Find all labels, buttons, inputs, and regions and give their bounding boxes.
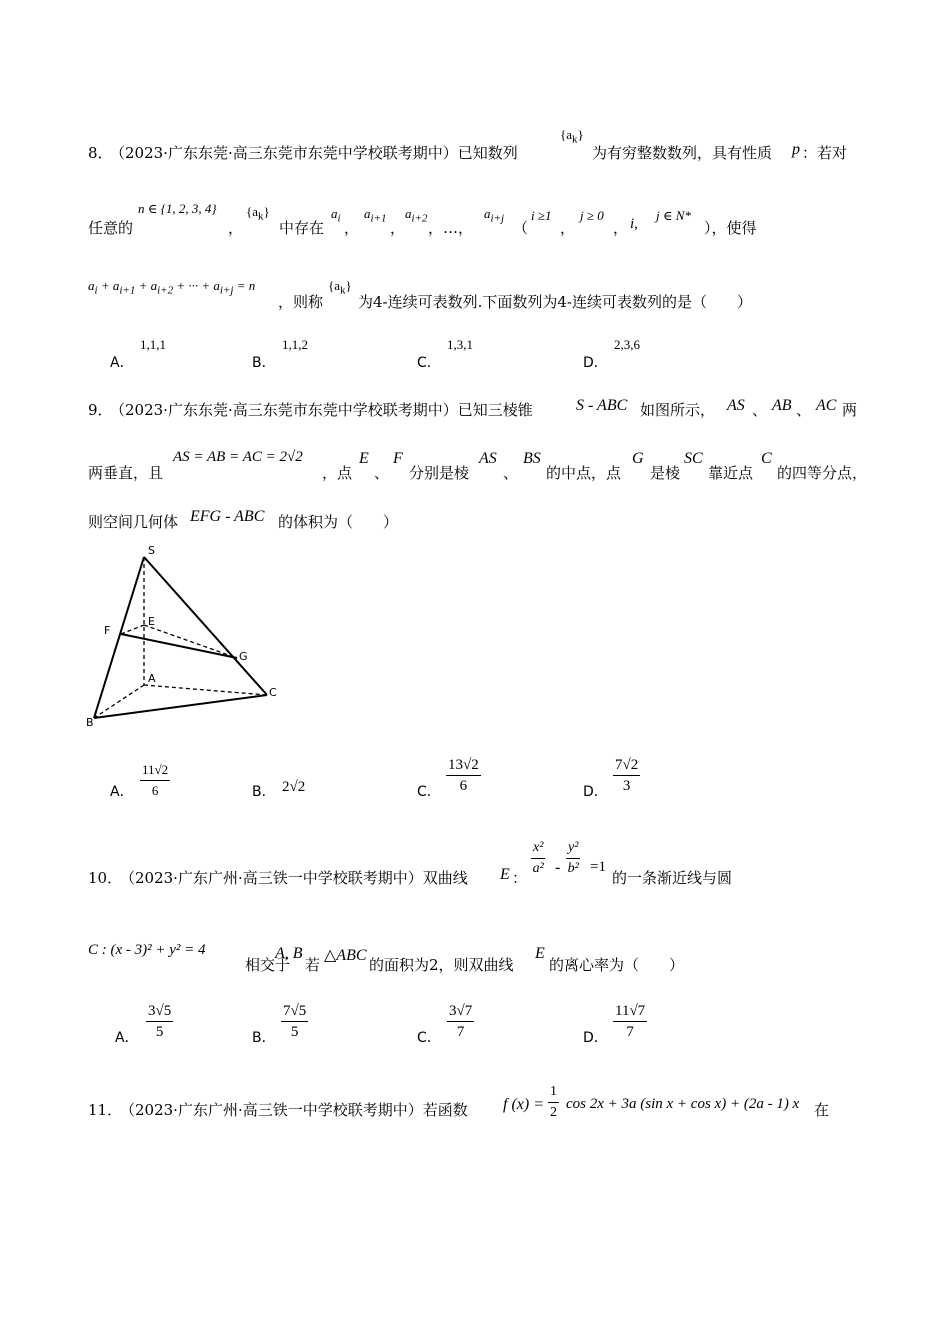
q9-AB: AB — [772, 397, 792, 414]
q11-source: （2023·广东广州·高三铁一中学校联考期中）若函数 — [120, 1101, 468, 1119]
edge-SC — [144, 557, 267, 695]
q8-cond-close: ），使得 — [704, 219, 757, 237]
q8-seq2: $\{a_k\}$ — [246, 204, 270, 223]
q9-text3: ，点 — [322, 464, 353, 482]
q9-option-c-fraction: $\frac{13√2}{6}$ — [448, 757, 479, 794]
q9-source: （2023·广东东莞·高三东莞市东莞中学校联考期中）已知三棱锥 — [110, 401, 533, 419]
label-C: C — [269, 686, 277, 699]
q10-tri: △ABC — [324, 947, 367, 964]
q11-text1: 在 — [814, 1101, 830, 1119]
q8-option-b-value: 1,1,2 — [282, 337, 308, 352]
q10-frac2: $\frac{\text{y²}}{\text{b²}}$ — [567, 840, 579, 876]
edge-FE — [121, 625, 144, 634]
q9-number: 9． — [88, 401, 113, 419]
q9-sep4: 、 — [503, 464, 519, 482]
q9-eq: AS = AB = AC = 2√2 — [173, 449, 303, 465]
q9-pyramid: S - ABC — [576, 397, 628, 414]
q10-eq1: =1 — [590, 859, 606, 875]
q8-seq3: $\{a_k\}$ — [328, 278, 352, 297]
q10-option-b-fraction: $\frac{7√5}{5}$ — [283, 1003, 307, 1040]
q9-option-b-label[interactable]: B． — [252, 784, 276, 800]
q10-option-c-label[interactable]: C． — [417, 1030, 441, 1046]
edge-AC — [144, 685, 267, 695]
q9-sep3: 、 — [374, 464, 390, 482]
q8-source: （2023·广东东莞·高三东莞市东莞中学校联考期中）已知数列 — [110, 144, 518, 162]
q8-ai2: $a_{i+2}$ — [405, 206, 428, 225]
q9-AC: AC — [816, 397, 837, 414]
q8-option-a-value: 1,1,1 — [140, 337, 166, 352]
q10-text2: 相交于 — [245, 956, 291, 974]
q9-text1: 如图所示， — [640, 401, 716, 419]
q8-text1: 为有穷整数数列，具有性质 — [592, 144, 773, 162]
q8-option-d-label[interactable]: D． — [583, 355, 608, 371]
q8-cond3: i, — [630, 216, 638, 232]
q8-line2-start: 任意的 — [88, 219, 134, 237]
q9-line2-start: 两垂直，且 — [88, 464, 164, 482]
q8-ai1: $a_{i+1}$ — [364, 206, 387, 225]
q8-comma4: ， — [560, 219, 576, 237]
q8-option-d-value: 2,3,6 — [614, 337, 640, 352]
q10-AB: A, B — [275, 945, 303, 962]
q8-cond2: j ≥ 0 — [580, 208, 604, 223]
q8-sum: $a_i + a_{i+1} + a_{i+2}$ + ··· + $a_{i+j} = n$ — [88, 278, 256, 297]
q8-aij: $a_{i+j}$ — [484, 206, 505, 225]
pyramid-figure — [80, 540, 290, 735]
q8-ai: $a_i$ — [331, 206, 341, 225]
q8-number: 8． — [88, 144, 113, 162]
q10-text1: 的一条渐近线与圆 — [612, 869, 733, 887]
q9-option-c-label[interactable]: C． — [417, 784, 441, 800]
q9-C: C — [761, 450, 772, 467]
label-S: S — [148, 544, 155, 557]
q11-half: $\frac{1}{2}$ — [550, 1084, 557, 1120]
q10-text4: 的面积为2，则双曲线 — [369, 956, 514, 974]
q9-option-d-fraction: $\frac{7√2}{3}$ — [615, 757, 639, 794]
q9-AS: AS — [727, 397, 745, 414]
q8-n-set: n ∈ {1, 2, 3, 4} — [138, 201, 217, 216]
label-E: E — [148, 615, 155, 628]
q10-circle: C : (x - 3)² + y² = 4 — [88, 942, 206, 958]
q9-option-b-value: 2√2 — [282, 779, 306, 795]
q9-F: F — [393, 450, 403, 467]
label-G: G — [239, 650, 248, 663]
q8-option-c-label[interactable]: C． — [417, 355, 441, 371]
q10-text3: 若 — [305, 956, 321, 974]
q8-comma3: ， — [390, 219, 406, 237]
q10-minus: - — [555, 859, 561, 876]
q9-text9: 的体积为（ ） — [278, 513, 399, 531]
q8-text3: 为4-连续可表数列.下面数列为4-连续可表数列的是（ ） — [358, 293, 752, 311]
q9-text2: 两 — [842, 401, 858, 419]
q9-text8: 的四等分点， — [777, 464, 868, 482]
q9-text4: 分别是棱 — [409, 464, 470, 482]
q10-number: 10． — [88, 869, 123, 887]
q9-option-a-label[interactable]: A． — [110, 784, 134, 800]
q8-p: p — [792, 141, 800, 158]
q10-option-a-label[interactable]: A． — [115, 1030, 139, 1046]
q10-option-d-fraction: $\frac{11√7}{7}$ — [615, 1003, 646, 1040]
q10-E2: E — [535, 945, 545, 962]
q9-option-a-fraction: $\frac{11√2}{6}$ — [142, 762, 169, 798]
q10-option-c-fraction: $\frac{3√7}{7}$ — [449, 1003, 473, 1040]
q9-sep2: 、 — [796, 401, 812, 419]
label-B: B — [86, 716, 94, 729]
q10-option-a-fraction: $\frac{3√5}{5}$ — [148, 1003, 172, 1040]
q9-text5: 的中点，点 — [546, 464, 622, 482]
q8-ellipsis: ，…， — [428, 219, 474, 237]
q9-option-d-label[interactable]: D． — [583, 784, 608, 800]
q11-number: 11． — [88, 1101, 123, 1119]
q9-G: G — [632, 450, 644, 467]
q9-sep1: 、 — [752, 401, 768, 419]
q8-exist: 中存在 — [279, 219, 325, 237]
q11-expr: cos 2x + 3a (sin x + cos x) + (2a - 1) x — [566, 1096, 800, 1112]
q8-option-c-value: 1,3,1 — [447, 337, 473, 352]
edge-BC — [94, 695, 267, 718]
q8-text2: ：若对 — [802, 144, 848, 162]
q9-AS2: AS — [479, 450, 497, 467]
q9-BS: BS — [523, 450, 541, 467]
q8-option-b-label[interactable]: B． — [252, 355, 276, 371]
q8-comma1: ， — [228, 219, 244, 237]
q8-then: ，则称 — [278, 293, 324, 311]
q10-frac1: $\frac{\text{x²}}{\text{a²}}$ — [532, 840, 544, 876]
q10-colon: ： — [512, 869, 528, 887]
q9-E: E — [359, 450, 369, 467]
q10-option-b-label[interactable]: B． — [252, 1030, 276, 1046]
q10-text5: 的离心率为（ ） — [549, 956, 685, 974]
q8-option-a-label[interactable]: A． — [110, 355, 134, 371]
q8-seq: $\{a_k\}$ — [560, 127, 584, 146]
q8-cond1: i ≥1 — [531, 208, 552, 223]
q9-text7: 靠近点 — [708, 464, 754, 482]
q8-cond4: j ∈ N* — [656, 208, 691, 223]
label-A: A — [148, 672, 156, 685]
q10-source: （2023·广东广州·高三铁一中学校联考期中）双曲线 — [120, 869, 468, 887]
q8-comma5: ， — [613, 219, 629, 237]
q10-E: E — [500, 866, 510, 883]
q9-solid: EFG - ABC — [190, 508, 265, 525]
q8-cond-open: （ — [513, 219, 529, 237]
q9-text6: 是棱 — [650, 464, 681, 482]
q10-option-d-label[interactable]: D． — [583, 1030, 608, 1046]
q8-comma2: ， — [344, 219, 360, 237]
q9-line3-start: 则空间几何体 — [88, 513, 179, 531]
q11-fx: f (x) = — [503, 1096, 544, 1113]
label-F: F — [104, 624, 111, 637]
q9-SC: SC — [684, 450, 703, 467]
